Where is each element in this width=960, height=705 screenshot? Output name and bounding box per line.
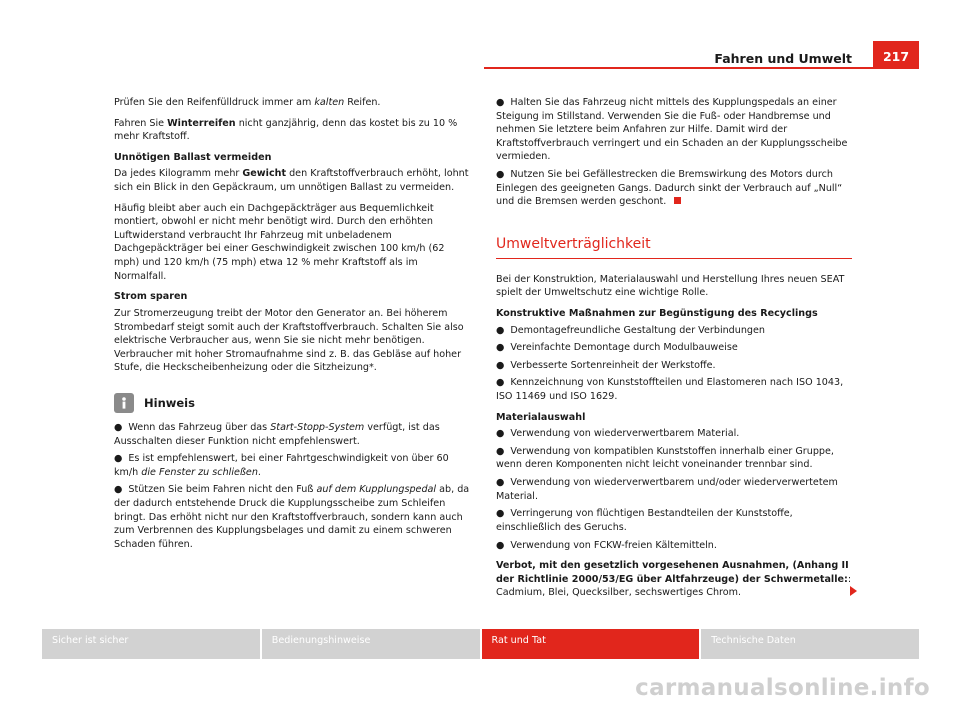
bullet-icon: ● (496, 508, 505, 520)
bullet-icon: ● (496, 477, 505, 489)
page-number: 217 (873, 41, 919, 67)
subheading-power: Strom sparen (114, 291, 188, 303)
continue-arrow-icon (850, 586, 857, 596)
hint-header (114, 393, 470, 413)
list-item (114, 483, 470, 551)
subheading-recycling: Konstruktive Maßnahmen zur Begünstigung des Recyclings (496, 307, 818, 319)
footer-tab-rat-und-tat[interactable]: Rat und Tat (482, 629, 700, 659)
list-item (114, 452, 470, 479)
bullet-icon: ● (496, 539, 505, 551)
footer-tab-bedienung[interactable]: Bedienungshinweise (262, 629, 480, 659)
text: Nutzen Sie bei Gefällestrecken die Bremswirkung des Motors durch Einlegen des geeigneten Gangs. Dadurch sinkt der Verbrauch auf „Null“ und die Bremsen werden geschont. (496, 169, 843, 208)
paragraph-heavy-metals (496, 559, 852, 600)
text: Verwendung von kompatiblen Kunststoffen innerhalb einer Gruppe, wenn deren Komponenten nicht leicht voneinander trennbar sind. (496, 445, 834, 471)
subheading-material: Materialauswahl (496, 411, 586, 423)
bullet-icon: ● (496, 342, 505, 354)
text-emphasis: die Fenster zu schließen (141, 466, 258, 478)
text: Verwendung von FCKW-freien Kältemitteln. (510, 539, 717, 551)
list-item (496, 539, 852, 553)
list-item (496, 427, 852, 441)
paragraph-intro: Bei der Konstruktion, Materialauswahl und Herstellung Ihres neuen SEAT spielt der Umweltschutz eine wichtige Rolle. (496, 273, 845, 299)
text: Halten Sie das Fahrzeug nicht mittels des Kupplungspedals an einer Steigung im Stillstand. Verwenden Sie die Fuß- oder Handbremse und nehmen Sie letztere beim Anfahren zur Hilfe. Damit wird der Kraftstoffverbrauch verringert und ein Schaden an der Kupplungsscheibe vermieden. (496, 97, 848, 163)
text: Verbesserte Sortenreinheit der Werkstoffe. (510, 359, 716, 371)
text-emphasis: kalten (314, 97, 345, 108)
text: Vereinfachte Demontage durch Modulbauweise (510, 342, 738, 354)
bullet-icon: ● (496, 169, 505, 181)
page-header-title: Fahren und Umwelt (714, 51, 852, 66)
bullet-icon: ● (496, 377, 505, 389)
list-item (496, 96, 852, 164)
left-column (114, 96, 470, 555)
text: Verringerung von flüchtigen Bestandteilen der Kunststoffe, einschließlich des Geruchs. (496, 508, 793, 533)
text: Es ist empfehlenswert, bei einer Fahrtgeschwindigkeit von über 60 km/h (114, 453, 449, 478)
hint-title: Hinweis (144, 395, 195, 410)
text: Reifen. (344, 97, 381, 108)
text: Prüfen Sie den Reifenfülldruck immer am (114, 97, 315, 108)
list-item (496, 476, 852, 503)
text-strong: Gewicht (242, 168, 287, 180)
bullet-icon: ● (496, 97, 505, 108)
bullet-icon: ● (496, 428, 505, 440)
text: Wenn das Fahrzeug über das (128, 421, 271, 433)
text: verfügt, ist das Ausschalten dieser Funktion nicht empfehlenswert. (114, 421, 440, 447)
text: Fahren Sie (114, 117, 168, 129)
section-end-icon (674, 197, 681, 204)
text-emphasis: auf dem Kupplungspedal (316, 484, 437, 496)
right-column (496, 96, 852, 607)
text: . (257, 466, 261, 478)
bullet-icon: ● (114, 453, 123, 465)
bullet-icon: ● (496, 324, 505, 336)
header-rule (484, 67, 919, 69)
info-icon (114, 393, 134, 413)
bullet-icon: ● (496, 359, 505, 371)
paragraph-winter-tires (114, 117, 470, 144)
paragraph-power: Zur Stromerzeugung treibt der Motor den Generator an. Bei höherem Strombedarf steigt somit auch der Kraftstoffverbrauch. Schalten Sie also elektrische Verbraucher aus, wenn Sie sie nicht mehr benötigen. Verbraucher mit hoher Stromaufnahme sind z. B. das Gebläse auf hoher Stufe, die Heckscheibenheizung oder die Sitzheizung*. (114, 307, 464, 374)
text: Demontagefreundliche Gestaltung der Verbindungen (510, 324, 766, 336)
text: Stützen Sie beim Fahren nicht den Fuß (128, 484, 317, 496)
list-item (496, 507, 852, 534)
subheading-ballast: Unnötigen Ballast vermeiden (114, 151, 272, 163)
list-item (496, 324, 852, 338)
paragraph-tire-pressure (114, 96, 470, 110)
text: Da jedes Kilogramm mehr (114, 168, 243, 180)
section-heading: Umweltverträglichkeit (496, 235, 852, 259)
text: den Kraftstoffverbrauch erhöht, lohnt sich ein Blick in den Gepäckraum, um unnötigen Ballast zu vermeiden. (114, 168, 469, 194)
bullet-icon: ● (114, 484, 123, 496)
text-strong: Verbot, mit den gesetzlich vorgesehenen Ausnahmen, (Anhang II der Richtlinie 2000/53/EG über Altfahrzeuge) der Schwermetalle: (496, 560, 849, 585)
text: : Cadmium, Blei, Quecksilber, sechswertiges Chrom. (496, 573, 852, 599)
text: ab, da der dadurch entstehende Druck die Kupplungsscheibe zum Schleifen bringt. Das erhöht nicht nur den Kraftstoffverbrauch, sondern kann auch zum Verbrennen des Kupplungsbelages und damit zu einem schweren Schaden führen. (114, 484, 470, 550)
list-item (496, 359, 852, 373)
text: nicht ganzjährig, denn das kostet bis zu 10 % mehr Kraftstoff. (114, 117, 458, 143)
list-item (114, 421, 470, 448)
bullet-icon: ● (114, 421, 123, 433)
text: Verwendung von wiederverwertbarem Material. (510, 428, 740, 440)
footer-nav (42, 629, 919, 659)
watermark: carmanualsonline.info (635, 675, 930, 701)
text-strong: Winterreifen (167, 117, 236, 129)
list-item (496, 376, 852, 403)
text: Verwendung von wiederverwertbarem und/oder wiederverwertetem Material. (496, 477, 838, 502)
bullet-icon: ● (496, 445, 505, 457)
paragraph-roof-rack: Häufig bleibt aber auch ein Dachgepäckträger aus Bequemlichkeit montiert, obwohl er nicht mehr benötigt wird. Durch den erhöhten Luftwiderstand verbraucht Ihr Fahrzeug mit unbeladenem Dachgepäckträger bei einer Geschwindigkeit zwischen 100 km/h (62 mph) und 120 km/h (75 mph) etwa 12 % mehr Kraftstoff als im Normalfall. (114, 202, 445, 282)
list-item (496, 445, 852, 472)
paragraph-weight (114, 167, 470, 194)
list-item (496, 341, 852, 355)
footer-tab-sicher[interactable]: Sicher ist sicher (42, 629, 260, 659)
text-emphasis: Start-Stopp-System (270, 421, 365, 433)
footer-tab-technische-daten[interactable]: Technische Daten (701, 629, 919, 659)
text: Kennzeichnung von Kunststoffteilen und Elastomeren nach ISO 1043, ISO 11469 und ISO 1629. (496, 377, 844, 403)
list-item (496, 168, 852, 209)
